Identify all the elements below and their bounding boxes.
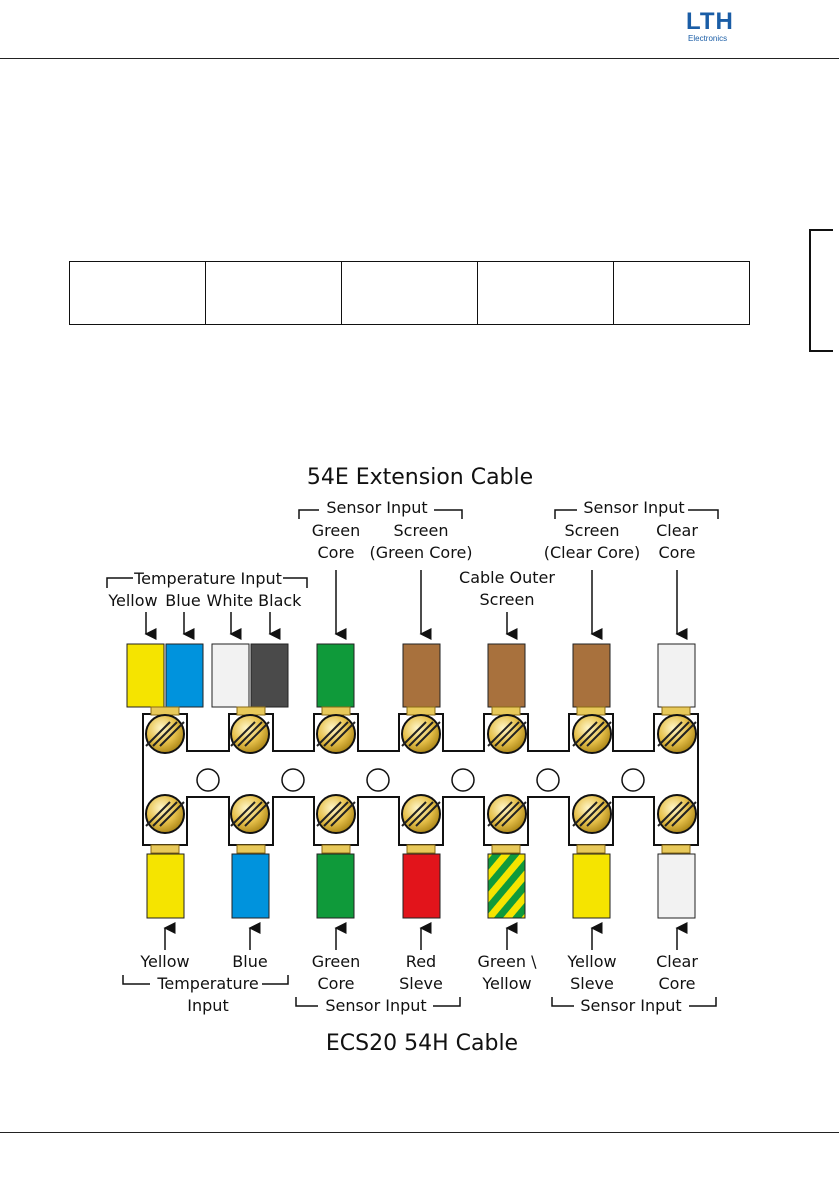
top-label-screen-clear-2: (Clear Core): [543, 543, 641, 562]
hole: [537, 769, 559, 791]
header-rule: [0, 58, 839, 59]
top-label-screen-green-2: (Green Core): [369, 543, 473, 562]
ferrule: [407, 707, 435, 715]
top-title: 54E Extension Cable: [306, 465, 534, 490]
wire-top-black: [251, 644, 288, 707]
top-label-clear-core-1: Clear: [656, 521, 698, 540]
ferrule: [577, 707, 605, 715]
bottom-label-clear-core-1: Clear: [656, 952, 698, 971]
top-label-blue: Blue: [165, 591, 201, 610]
top-label-yellow: Yellow: [108, 591, 158, 610]
top-label-cable-outer-1: Cable Outer: [459, 568, 555, 587]
table-cell: [478, 262, 614, 325]
ferrule: [662, 707, 690, 715]
bottom-title: ECS20 54H Cable: [325, 1031, 519, 1056]
top-label-green-core-2: Core: [317, 543, 355, 562]
logo-subtext: Electronics: [688, 34, 728, 43]
bottom-label-yellow: Yellow: [140, 952, 190, 971]
ferrule: [322, 845, 350, 853]
bottom-label-green-core-1: Green: [311, 952, 361, 971]
table-cell: [614, 262, 750, 325]
top-label-clear-core-2: Core: [658, 543, 696, 562]
ferrule: [151, 707, 179, 715]
top-label-cable-outer-2: Screen: [479, 590, 535, 609]
ferrule: [151, 845, 179, 853]
wire-top-cable-outer: [488, 644, 525, 707]
bottom-label-green-yellow-1: Green \: [477, 952, 537, 971]
top-wires: [127, 644, 695, 707]
bottom-label-clear-core-2: Core: [658, 974, 696, 993]
wire-top-screen-green: [403, 644, 440, 707]
table-cell: [206, 262, 342, 325]
hole: [282, 769, 304, 791]
wire-top-screen-clear: [573, 644, 610, 707]
ferrule: [237, 845, 265, 853]
hole: [197, 769, 219, 791]
side-tab: [809, 229, 833, 352]
wire-bottom-green-yellow: [488, 854, 525, 918]
bottom-wires: [147, 854, 695, 918]
ferrule: [492, 845, 520, 853]
hole: [452, 769, 474, 791]
top-group-temperature-input: Temperature Input: [134, 569, 282, 588]
hole: [622, 769, 644, 791]
wire-bottom-blue: [232, 854, 269, 918]
wire-top-clear: [658, 644, 695, 707]
bottom-label-green-core-2: Core: [317, 974, 355, 993]
logo-text: LTH: [686, 8, 734, 35]
footer-rule: [0, 1132, 839, 1133]
hole: [367, 769, 389, 791]
wire-top-white: [212, 644, 249, 707]
wire-bottom-yellow-sleve: [573, 854, 610, 918]
wire-bottom-green: [317, 854, 354, 918]
wire-bottom-yellow: [147, 854, 184, 918]
bottom-group-temperature-2: Input: [187, 996, 229, 1015]
ferrule: [492, 707, 520, 715]
bottom-group-sensor-input-1: Sensor Input: [325, 996, 427, 1015]
ferrule: [322, 707, 350, 715]
top-group-sensor-input-1: Sensor Input: [326, 498, 428, 517]
top-group-sensor-input-2: Sensor Input: [583, 498, 685, 517]
ferrule: [662, 845, 690, 853]
wire-top-blue: [166, 644, 203, 707]
top-label-screen-green-1: Screen: [393, 521, 449, 540]
table-cell: [342, 262, 478, 325]
ferrule: [237, 707, 265, 715]
ferrule: [407, 845, 435, 853]
top-label-screen-clear-1: Screen: [564, 521, 620, 540]
bottom-label-green-yellow-2: Yellow: [482, 974, 532, 993]
top-label-white-black: White Black: [206, 591, 302, 610]
bottom-label-yellow-sleve-1: Yellow: [567, 952, 617, 971]
top-label-green-core-1: Green: [311, 521, 361, 540]
wire-bottom-clear: [658, 854, 695, 918]
bottom-label-blue: Blue: [232, 952, 268, 971]
bottom-label-red-2: Sleve: [399, 974, 443, 993]
bottom-group-sensor-input-2: Sensor Input: [580, 996, 682, 1015]
bottom-arrows: [165, 928, 677, 950]
lth-logo: [686, 10, 756, 50]
table-cell: [70, 262, 206, 325]
empty-table: [69, 261, 750, 325]
table-row: [70, 262, 750, 325]
wire-top-green: [317, 644, 354, 707]
bottom-group-temperature-1: Temperature: [157, 974, 259, 993]
bottom-label-yellow-sleve-2: Sleve: [570, 974, 614, 993]
wire-top-yellow: [127, 644, 164, 707]
ferrule: [577, 845, 605, 853]
wiring-diagram: [0, 450, 839, 1070]
wire-bottom-red: [403, 854, 440, 918]
bottom-label-red-1: Red: [405, 952, 437, 971]
